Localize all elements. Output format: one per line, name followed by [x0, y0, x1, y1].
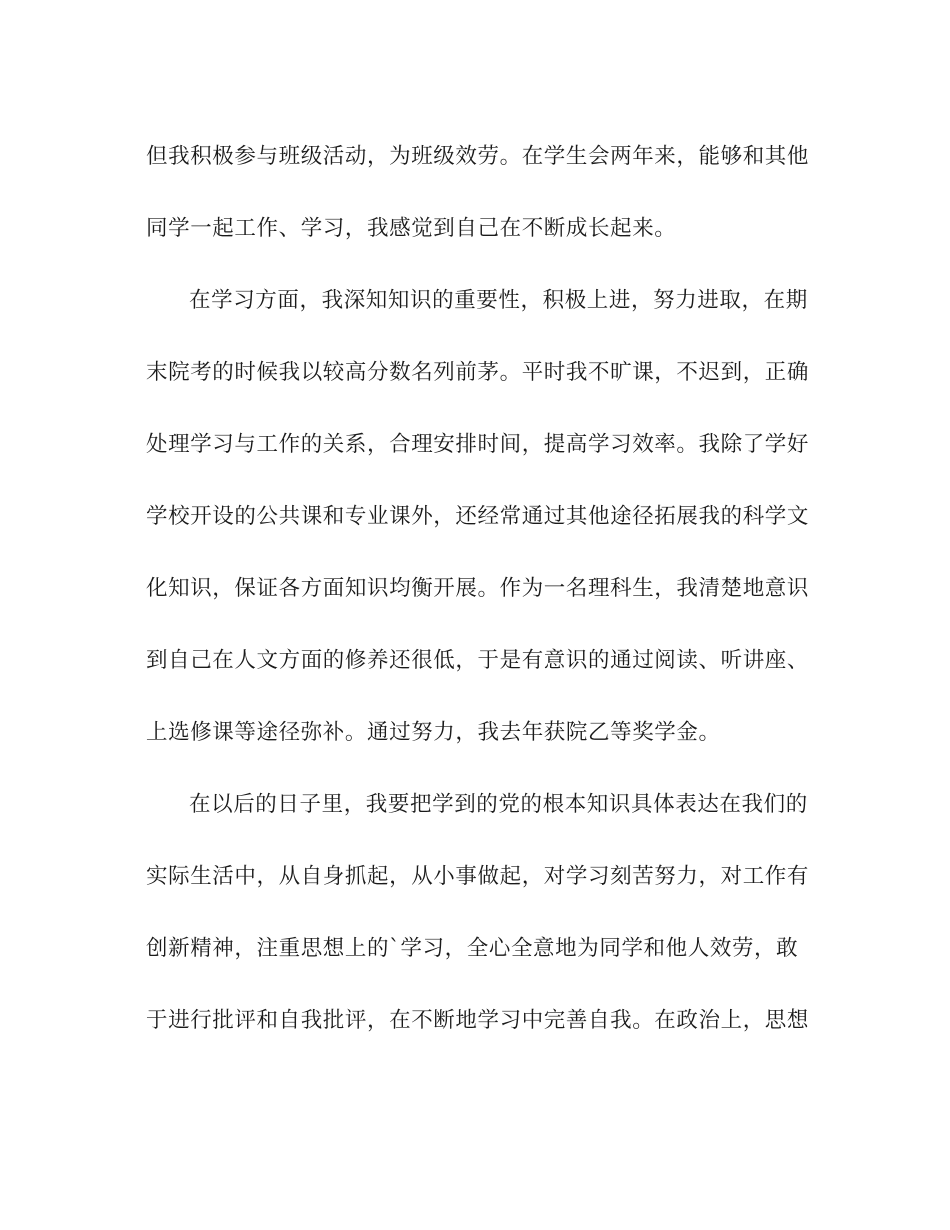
- text-line: 实际生活中，从自身抓起，从小事做起，对学习刻苦努力，对工作有: [146, 864, 810, 889]
- paragraph-start-line: 在学习方面，我深知知识的重要性，积极上进，努力进取，在期: [189, 288, 808, 313]
- text-line: 上选修课等途径弥补。通过努力，我去年获院乙等奖学金。: [146, 720, 721, 745]
- document-body: [146, 134, 810, 1070]
- text-line: 学校开设的公共课和专业课外，还经常通过其他途径拓展我的科学文: [146, 504, 810, 529]
- text-line: 于进行批评和自我批评，在不断地学习中完善自我。在政治上，思想: [146, 1008, 810, 1033]
- paragraph-start-line: 在以后的日子里，我要把学到的党的根本知识具体表达在我们的: [189, 792, 808, 817]
- text-line: 同学一起工作、学习，我感觉到自己在不断成长起来。: [146, 216, 677, 241]
- text-line: 化知识，保证各方面知识均衡开展。作为一名理科生，我清楚地意识: [146, 576, 810, 601]
- text-line: 但我积极参与班级活动，为班级效劳。在学生会两年来，能够和其他: [146, 144, 810, 169]
- text-line: 到自己在人文方面的修养还很低，于是有意识的通过阅读、听讲座、: [146, 648, 810, 673]
- text-line: 末院考的时候我以较高分数名列前茅。平时我不旷课，不迟到，正确: [146, 360, 810, 385]
- text-line: 创新精神，注重思想上的`学习，全心全意地为同学和他人效劳，敢: [146, 936, 799, 961]
- text-line: 处理学习与工作的关系，合理安排时间，提高学习效率。我除了学好: [146, 432, 810, 457]
